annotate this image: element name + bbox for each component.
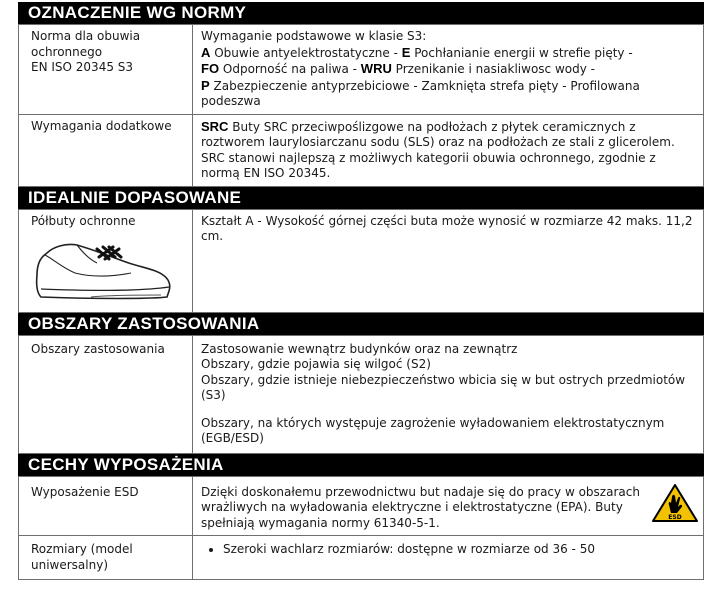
application-line: Zastosowanie wewnątrz budynków oraz na zewnątrz (201, 341, 518, 356)
table-row (19, 536, 704, 580)
section-header-norma: OZNACZENIE WG NORMY (18, 2, 704, 24)
esd-description: Dzięki doskonałemu przewodnictwu but nadaje się do pracy w obszarach wrażliwych na wyładowania elektryczne i elektrostatyczne (EPA). Buty spełniają wymagania normy 61340-5-1. (201, 484, 640, 530)
row-value (193, 536, 704, 580)
src-description: Buty SRC przeciwpoślizgowe na podłożach z płytek ceramicznych z roztworem laurylosiarczanu sodu (SLS) oraz na podłożach ze stali z glicerolem. SRC stanowi najlepszą z możliwych kategorii obuwia ochronnego, zgodnie z normą EN ISO 20345. (201, 119, 675, 180)
requirement-text: Pochłanianie energii w strefie pięty - (414, 45, 633, 60)
row-value (193, 114, 704, 186)
requirement-code: WRU (360, 61, 392, 76)
label-line: Półbuty ochronne (31, 213, 136, 228)
requirements-line (201, 61, 697, 78)
requirement-text: Odporność na paliwa - (222, 62, 361, 76)
section-header-zastosowanie: OBSZARY ZASTOSOWANIA (18, 313, 704, 335)
table-row (19, 209, 704, 312)
requirement-code: A (201, 44, 211, 60)
row-label (19, 25, 193, 115)
table-row (19, 335, 704, 453)
label-line: Norma dla obuwia (31, 29, 141, 43)
section-header-wyposazenie: CECHY WYPOSAŻENIA (18, 454, 704, 476)
requirement-code: P (201, 77, 210, 93)
requirement-text: Przenikanie i nasiakliwosc wody - (395, 62, 595, 76)
requirement-code: FO (201, 61, 220, 76)
row-value: Kształt A - Wysokość górnej części buta może wynosić w rozmiarze 42 maks. 11,2 cm. (193, 209, 704, 312)
section-header-dopasowanie: IDEALNIE DOPASOWANE (18, 187, 704, 209)
row-value (193, 335, 704, 453)
shoe-icon (31, 235, 179, 303)
row-label (19, 209, 193, 312)
wyposazenie-table (18, 476, 704, 581)
application-line: Obszary, na których występuje zagrożenie wyładowaniem elektrostatycznym (EGB/ESD) (201, 415, 665, 445)
table-row (19, 476, 704, 536)
label-line: ochronnego (31, 44, 103, 59)
application-line: Obszary, gdzie istnieje niebezpieczeństwo wbicia się w but ostrych przedmiotów (S3) (201, 372, 686, 402)
label-line: uniwersalny) (31, 557, 109, 572)
requirements-line (201, 78, 697, 110)
requirements-intro: Wymaganie podstawowe w klasie S3: (201, 29, 427, 43)
esd-warning-icon (651, 483, 699, 523)
row-label: Wyposażenie ESD (19, 476, 193, 536)
list-item: • Szeroki wachlarz rozmiarów: dostępne w rozmiarze od 36 - 50 (223, 542, 697, 558)
requirement-code: E (401, 44, 411, 60)
norma-table (18, 24, 704, 187)
esd-badge-text: ESD (668, 513, 682, 521)
row-value (193, 25, 704, 115)
requirement-text: Zabezpieczenie antyprzebiciowe - Zamknięta strefa pięty - Profilowana podeszwa (201, 78, 640, 108)
sizes-list (201, 542, 697, 558)
row-label: Obszary zastosowania (19, 335, 193, 453)
label-line: Rozmiary (model (31, 542, 133, 556)
row-label: Wymagania dodatkowe (19, 114, 193, 186)
table-row (19, 114, 704, 186)
row-label (19, 536, 193, 580)
row-value (193, 476, 704, 536)
product-datasheet (18, 2, 704, 580)
application-line: Obszary, gdzie pojawia się wilgoć (S2) (201, 357, 431, 371)
zastosowanie-table (18, 335, 704, 454)
requirement-text: Obuwie antyelektrostatyczne - (214, 45, 402, 60)
dopasowanie-table (18, 209, 704, 313)
requirements-line (201, 45, 697, 62)
table-row (19, 25, 704, 115)
src-code: SRC (201, 118, 229, 134)
label-line: EN ISO 20345 S3 (31, 60, 134, 74)
